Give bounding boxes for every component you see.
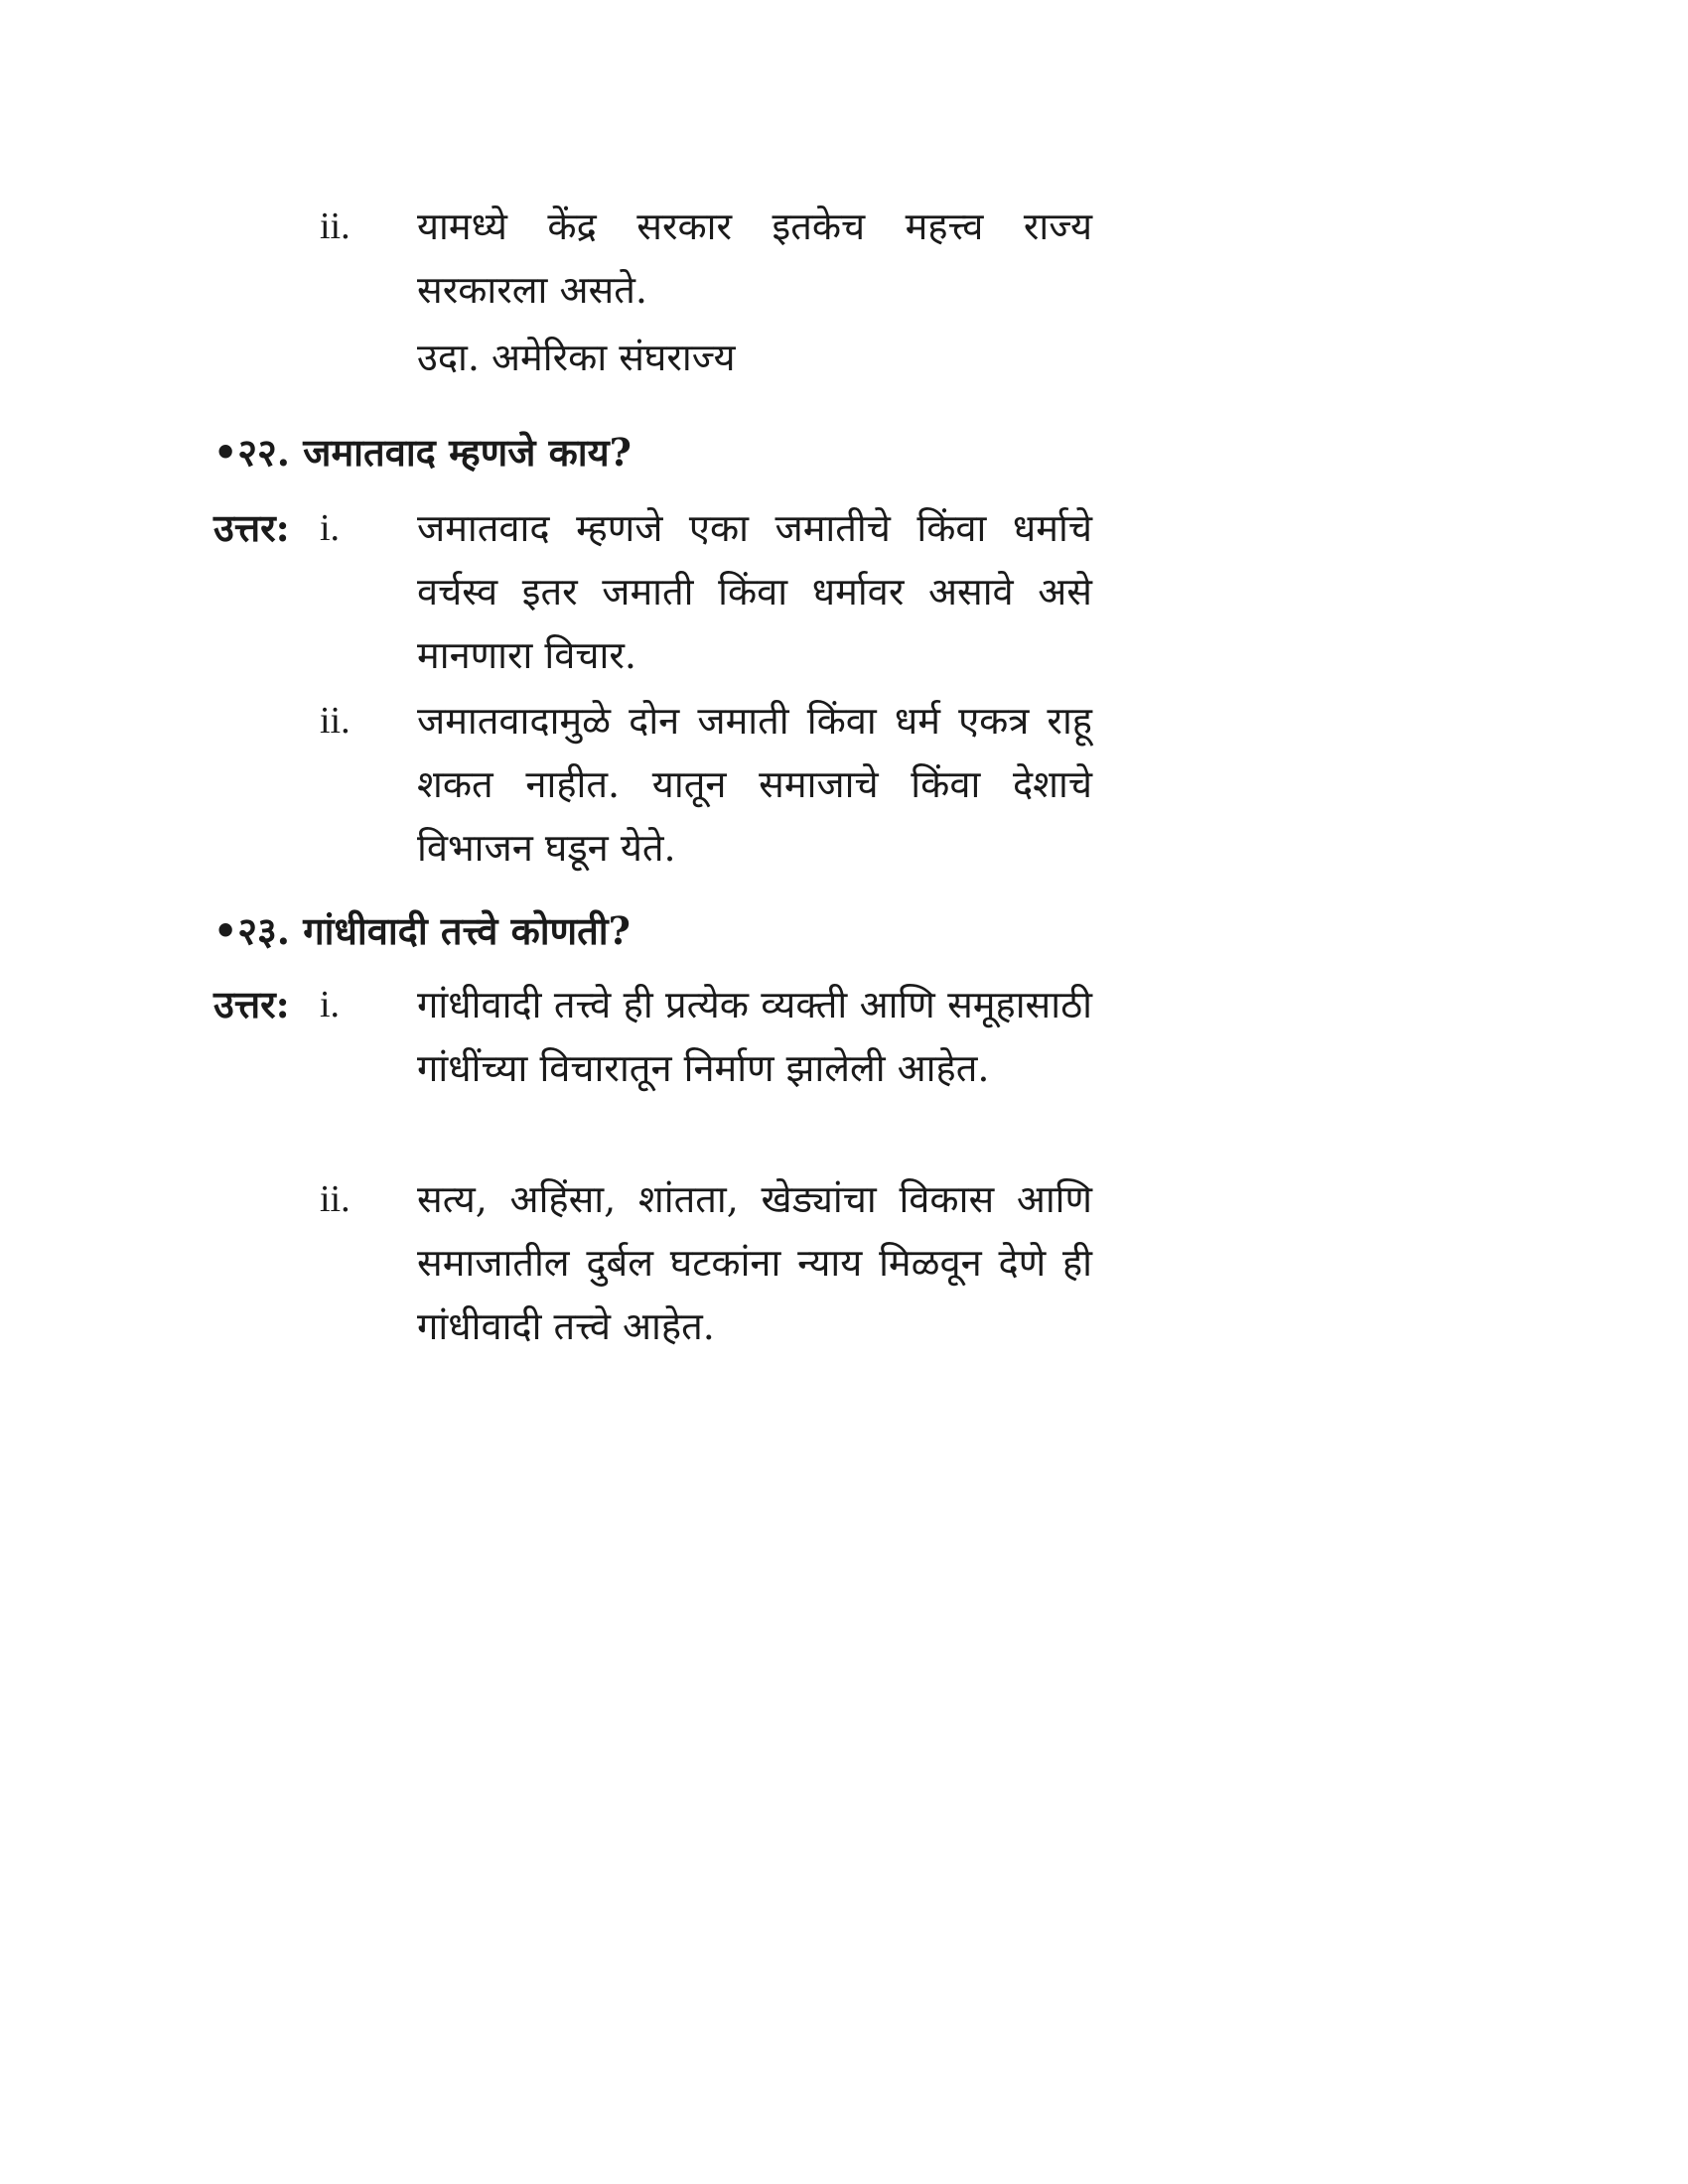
question-22: •२२. जमातवाद म्हणजे काय? <box>213 430 632 475</box>
list-number: i. <box>320 984 341 1025</box>
example-line: उदा. अमेरिका संघराज्य <box>417 336 736 379</box>
answer-paragraph: सत्य, अहिंसा, शांतता, खेड्यांचा विकास आणि समाजातील दुर्बल घटकांना न्याय मिळवून देणे ही गांधीवादी तत्त्वे आहेत. <box>417 1177 1092 1348</box>
list-number: i. <box>320 507 341 549</box>
answer-paragraph: जमातवादामुळे दोन जमाती किंवा धर्म एकत्र राहू शकत नाहीत. यातून समाजाचे किंवा देशाचे विभाजन घडून येते. <box>417 699 1092 870</box>
list-number: ii. <box>320 700 351 742</box>
question-23: •२३. गांधीवादी तत्त्वे कोणती? <box>213 908 631 953</box>
answer-paragraph: यामध्ये केंद्र सरकार इतकेच महत्त्व राज्य सरकारला असते. <box>417 205 1092 312</box>
answer-label: उत्तर: <box>213 505 290 550</box>
list-number: ii. <box>320 1178 351 1220</box>
list-number: ii. <box>320 205 351 247</box>
answer-paragraph: जमातवाद म्हणजे एका जमातीचे किंवा धर्माचे वर्चस्व इतर जमाती किंवा धर्मावर असावे असे मानणारा विचार. <box>417 506 1092 677</box>
answer-label: उत्तर: <box>213 982 290 1026</box>
answer-paragraph: गांधीवादी तत्त्वे ही प्रत्येक व्यक्ती आणि समूहासाठी गांधींच्या विचारातून निर्माण झालेली आहेत. <box>417 983 1092 1090</box>
